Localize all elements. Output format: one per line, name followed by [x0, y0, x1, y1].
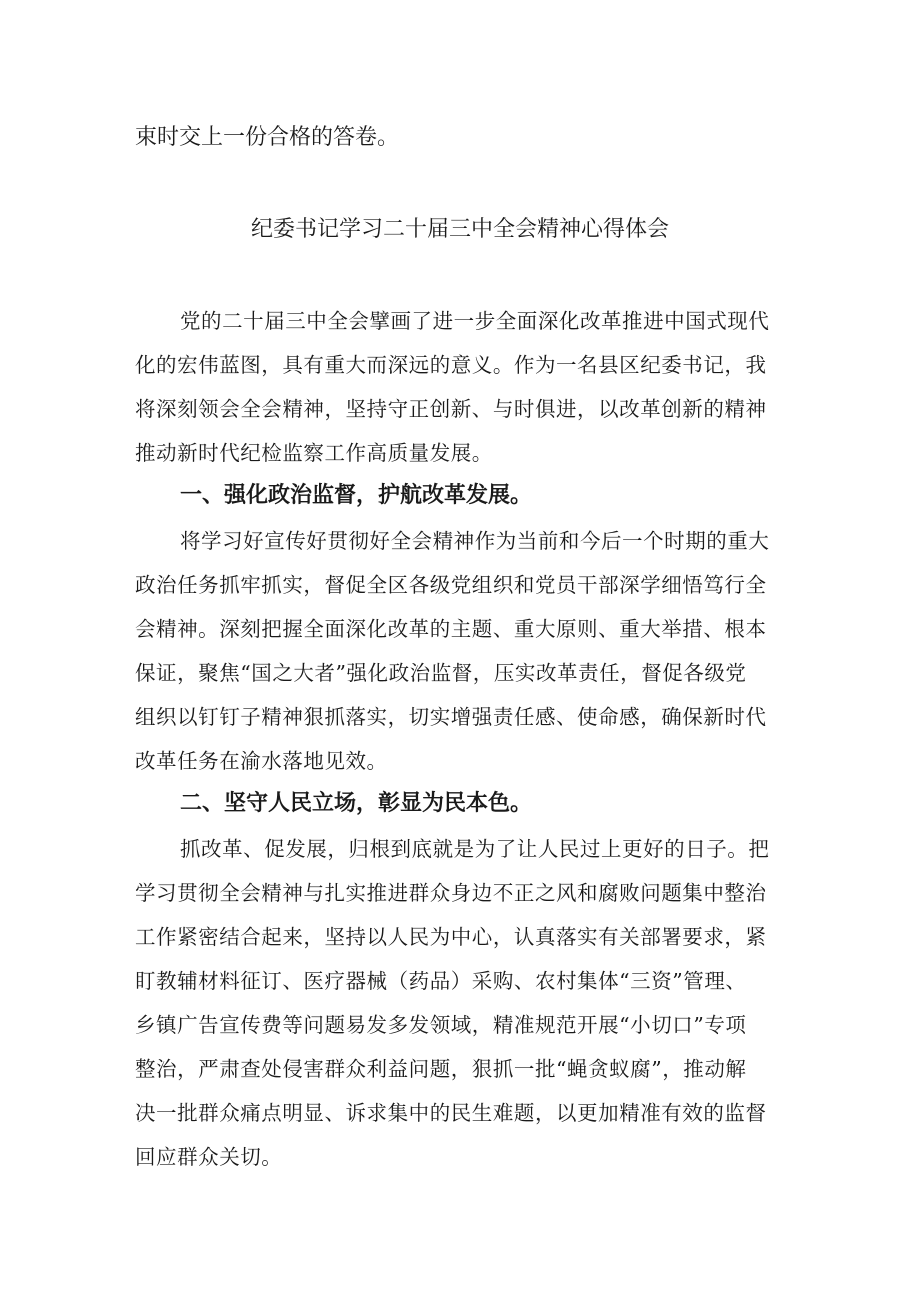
article-title: 纪委书记学习二十届三中全会精神心得体会	[250, 217, 669, 242]
paragraph-line: 将学习好宣传好贯彻好全会精神作为当前和今后一个时期的重大	[180, 529, 770, 553]
paragraph-line: 将深刻领会全会精神，坚持守正创新、与时俱进，以改革创新的精神	[135, 397, 767, 421]
paragraph-line: 学习贯彻全会精神与扎实推进群众身边不正之风和腐败问题集中整治	[135, 881, 767, 905]
paragraph-line: 工作紧密结合起来，坚持以人民为中心，认真落实有关部署要求，紧	[135, 925, 767, 949]
section-heading-1: 一、强化政治监督，护航改革发展。	[180, 483, 533, 508]
paragraph-line: 保证，聚焦“国之大者”强化政治监督，压实改革责任，督促各级党	[135, 661, 747, 685]
lead-text: 束时交上一份合格的答卷。	[135, 125, 400, 150]
paragraph-line: 改革任务在渝水落地见效。	[135, 749, 388, 773]
paragraph-line: 抓改革、促发展，归根到底就是为了让人民过上更好的日子。把	[180, 837, 770, 861]
paragraph-line: 推动新时代纪检监察工作高质量发展。	[135, 441, 493, 465]
paragraph-line: 回应群众关切。	[135, 1145, 283, 1169]
paragraph-line: 会精神。深刻把握全面深化改革的主题、重大原则、重大举措、根本	[135, 617, 767, 641]
paragraph-line: 乡镇广告宣传费等问题易发多发领域，精准规范开展“小切口”专项	[135, 1013, 747, 1037]
paragraph-line: 盯教辅材料征订、医疗器械（药品）采购、农村集体“三资”管理、	[135, 969, 747, 993]
paragraph-line: 党的二十届三中全会擘画了进一步全面深化改革推进中国式现代	[180, 309, 770, 333]
paragraph-line: 决一批群众痛点明显、诉求集中的民生难题，以更加精准有效的监督	[135, 1101, 767, 1125]
paragraph-line: 政治任务抓牢抓实，督促全区各级党组织和党员干部深学细悟笃行全	[135, 573, 767, 597]
paragraph-line: 组织以钉钉子精神狠抓落实，切实增强责任感、使命感，确保新时代	[135, 705, 767, 729]
section-heading-2: 二、坚守人民立场，彰显为民本色。	[180, 791, 533, 816]
paragraph-line: 化的宏伟蓝图，具有重大而深远的意义。作为一名县区纪委书记，我	[135, 353, 767, 377]
paragraph-line: 整治，严肃查处侵害群众利益问题，狠抓一批“蝇贪蚁腐”，推动解	[135, 1057, 747, 1081]
